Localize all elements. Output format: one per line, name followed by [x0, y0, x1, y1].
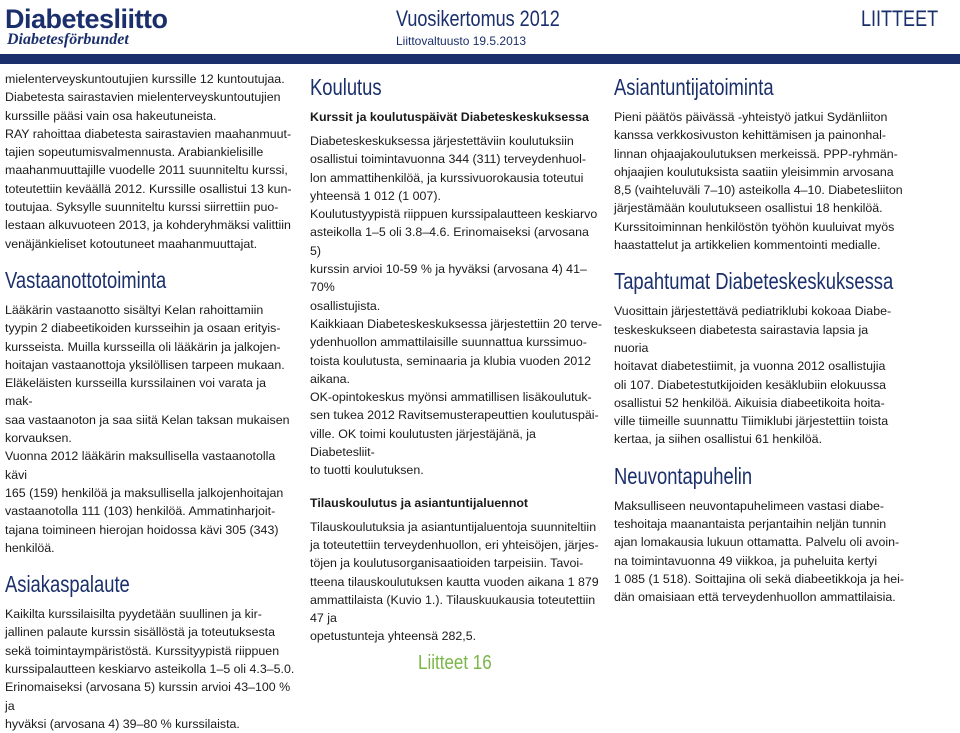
text-line: hoitajan vastaanottoja yksilöllisen tarpeen mukaan.: [5, 357, 285, 372]
text-line: Vuonna 2012 lääkärin maksullisella vastaanotolla kävi: [5, 449, 276, 482]
text-line: hyväksi (arvosana 4) 39–80 % kurssilaista.: [5, 716, 240, 731]
text-line: teshoitaja maanantaista perjantaihin neljän tunnin: [614, 517, 887, 532]
text-line: tteena tilauskoulutuksen kautta vuoden aikana 1 879: [310, 574, 599, 589]
column-right: [614, 74, 904, 607]
text-line: kertaa, ja siihen osallistui 61 henkilöä.: [614, 432, 823, 447]
text-line: osallistujista.: [310, 298, 381, 313]
text-line: tajana toimineen hierojan hoidossa kävi 305 (343): [5, 522, 279, 537]
text-line: to tuotti koulutuksen.: [310, 463, 424, 478]
text-line: haastattelut ja artikkelien kommentointi medialle.: [614, 238, 881, 253]
text-line: ja toteutettiin terveydenhuollon, eri yhteisöjen, järjes-: [310, 537, 599, 552]
text-line: sen tukea 2012 Ravitsemusterapeuttien koulutuspäi-: [310, 408, 599, 423]
text-line: ville tiimeille suunnattu Tiimiklubi järjestettiin toista: [614, 414, 889, 429]
text-line: sekä toimintaympäristöstä. Kurssityypistä riippuen: [5, 643, 280, 658]
header-rule: [0, 54, 960, 64]
advice-paragraph: [614, 497, 904, 607]
text-line: Erinomaiseksi (arvosana 5) kurssin arvioi 43–100 % ja: [5, 680, 291, 713]
intro-paragraph: [5, 70, 295, 253]
text-line: kursseista. Muilla kursseilla oli lääkärin ja jalkojen-: [5, 339, 281, 354]
text-line: na toimintavuonna 49 viikkoa, ja puheluita kertyi: [614, 553, 878, 568]
text-line: OK-opintokeskus myönsi ammatillisen lisäkoulutuk-: [310, 390, 592, 405]
report-title: Vuosikertomus 2012: [396, 6, 560, 31]
text-line: henkilöä.: [5, 540, 55, 555]
text-line: RAY rahoittaa diabetesta sairastavien maahanmuut-: [5, 126, 292, 141]
text-line: venäjänkieliset kotoutuneet maahanmuuttajat.: [5, 236, 258, 251]
text-line: asteikolla 1–5 oli 3.8–4.6. Erinomaiseksi (arvosana 5): [310, 225, 589, 258]
text-line: oli 107. Diabetestutkijoiden kesäklubiin elokuussa: [614, 377, 887, 392]
text-line: osallistui 52 henkilöä. Aikuisia diabeetikoita hoita-: [614, 395, 885, 410]
text-line: saa vastaanoton ja saa siitä Kelan taksan mukaisen: [5, 412, 290, 427]
text-line: lon ammattihenkilöä, ja kurssivuorokausia toteutui: [310, 170, 584, 185]
text-line: Diabetesta sairastavien mielenterveyskuntoutujien: [5, 90, 281, 105]
text-line: 165 (159) henkilöä ja maksullisella jalkojenhoitajan: [5, 485, 284, 500]
text-line: ydenhuollon ammattilaisille suunnattua kurssimuo-: [310, 335, 587, 350]
text-line: yhteensä 1 012 (1 007).: [310, 188, 441, 203]
text-line: kurssille pääsi vain osa hakeutuneista.: [5, 108, 217, 123]
text-line: hoitavat diabetestiimit, ja vuonna 2012 osallistujia: [614, 359, 886, 374]
logo-main-text: Diabetesliitto: [5, 4, 168, 34]
text-line: jallinen palaute kurssin sisällöstä ja toteutuksesta: [5, 625, 275, 640]
text-line: toutujaa. Syksylle suunniteltu kurssi siirrettiin puo-: [5, 200, 279, 215]
courses-paragraph: [310, 132, 602, 480]
text-line: korvauksen.: [5, 431, 72, 446]
text-line: Maksulliseen neuvontapuhelimeen vastasi diabe-: [614, 498, 885, 513]
report-subtitle: Liittovaltuusto 19.5.2013: [396, 34, 527, 48]
experts-paragraph: [614, 108, 904, 254]
text-line: toista koulutusta, seminaaria ja klubia vuoden 2012: [310, 353, 592, 368]
text-line: Tilauskoulutuksia ja asiantuntijaluentoja suunniteltiin: [310, 519, 597, 534]
text-line: ohjaajien koulutuksista saatiin yleisimmin arvosana: [614, 164, 894, 179]
heading-experts: Asiantuntijatoiminta: [614, 74, 774, 100]
text-line: toteutettiin keväällä 2012. Kurssille osallistui 13 kun-: [5, 181, 292, 196]
text-line: Lääkärin vastaanotto sisältyi Kelan rahoittamiin: [5, 302, 264, 317]
heading-customer-feedback: Asiakaspalaute: [5, 571, 130, 598]
text-line: tyypin 2 diabeetikoiden kursseihin ja osaan erityis-: [5, 321, 281, 336]
text-line: Diabeteskeskuksessa järjestettäviin koulutuksiin: [310, 134, 574, 148]
text-line: ajan lomakausia lukuun ottamatta. Palvelu oli avoin-: [614, 535, 900, 550]
text-line: maahanmuuttajille vuodelle 2011 suunniteltu kurssi,: [5, 163, 288, 178]
text-line: Kurssitoiminnan henkilöstön työhön kuuluivat myös: [614, 219, 895, 234]
text-line: 8,5 (vaihteluväli 7–10) asteikolla 4–10. Diabetesliiton: [614, 183, 903, 198]
customer-paragraph: [5, 605, 295, 733]
text-line: osallistui toimintavuonna 344 (311) terveydenhuol-: [310, 152, 586, 167]
text-line: kanssa verkkosivuston kehittämisen ja painonhal-: [614, 128, 887, 143]
page-number: Liitteet 16: [418, 652, 492, 674]
section-label: LIITTEET: [860, 6, 938, 31]
text-line: ammattilaista (Kuvio 1.). Tilauskuukausia toteutettiin 47 ja: [310, 592, 596, 626]
column-left: [5, 70, 295, 733]
text-line: aikana.: [310, 371, 350, 386]
logo: [5, 4, 190, 48]
text-line: kurssin arvioi 10-59 % ja hyväksi (arvosana 4) 41–70%: [310, 262, 587, 295]
heading-reception: Vastaanottotoiminta: [5, 266, 167, 293]
text-line: Kaikkiaan Diabeteskeskuksessa järjestettiin 20 terve-: [310, 316, 603, 331]
text-line: teskeskukseen diabetesta sairastavia lapsia ja nuoria: [614, 322, 869, 355]
text-line: Kaikilta kurssilaisilta pyydetään suullinen ja kir-: [5, 607, 262, 622]
subheading-courses: Kurssit ja koulutuspäivät Diabeteskeskuksessa: [310, 110, 589, 124]
text-line: opetustunteja yhteensä 282,5.: [310, 629, 477, 644]
text-line: ville. OK toimi koulutusten järjestäjänä, ja Diabetesliit-: [310, 426, 536, 460]
text-line: vastaanotolla 111 (103) henkilöä. Ammatinharjoit-: [5, 504, 276, 519]
text-line: Koulutustyypistä riippuen kurssipalautteen keskiarvo: [310, 207, 598, 222]
text-line: linnan ohjaajakoulutuksen merkeissä. PPP-ryhmän-: [614, 146, 898, 161]
text-line: Pieni päätös päivässä -yhteistyö jatkui Sydänliiton: [614, 110, 888, 124]
heading-training: Koulutus: [310, 74, 382, 100]
text-line: tajien sopeutumisvalmennusta. Arabiankielisille: [5, 145, 264, 160]
order-paragraph: [310, 518, 602, 646]
events-paragraph: [614, 302, 904, 448]
text-line: Vuosittain järjestettävä pediatriklubi kokoaa Diabe-: [614, 304, 892, 319]
text-line: 1 085 (1 518). Soittajina oli sekä diabeetikkoja ja hei-: [614, 571, 904, 586]
text-line: dän omaisiaan että terveydenhuollon ammattilaisia.: [614, 590, 896, 605]
subheading-order-training: Tilauskoulutus ja asiantuntijaluennot: [310, 495, 529, 510]
text-line: kurssipalautteen keskiarvo asteikolla 1–5 oli 4.3–5.0.: [5, 662, 295, 677]
logo-sub-text: Diabetesförbundet: [7, 31, 129, 48]
text-line: järjestämään koulutukseen osallistui 18 henkilöä.: [614, 201, 883, 216]
heading-events: Tapahtumat Diabeteskeskuksessa: [614, 268, 894, 295]
text-line: lestaan alkuvuoteen 2013, ja kohderyhmäksi valittiin: [5, 218, 291, 233]
text-line: Eläkeläisten kursseilla kurssilainen voi varata ja mak-: [5, 376, 267, 409]
text-line: töjen ja koulutusorganisaatioiden tarpeisiin. Tavoi-: [310, 556, 584, 571]
column-middle: [310, 74, 602, 646]
heading-advice-phone: Neuvontapuhelin: [614, 462, 753, 489]
text-line: mielenterveyskuntoutujien kurssille 12 kuntoutujaa.: [5, 72, 285, 86]
reception-paragraph: [5, 301, 295, 557]
